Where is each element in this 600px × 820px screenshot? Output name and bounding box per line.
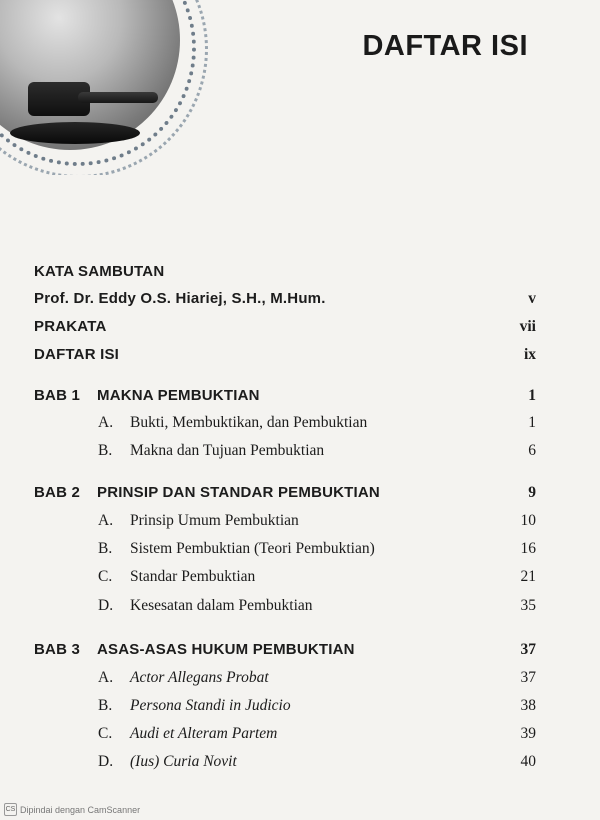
section-page: 39	[520, 725, 536, 742]
section-page: 38	[520, 697, 536, 714]
toc-entry-label: DAFTAR ISI	[34, 346, 120, 363]
chapter-title: ASAS-ASAS HUKUM PEMBUKTIAN	[97, 641, 355, 658]
section-page: 35	[520, 597, 536, 614]
chapter-page: 9	[528, 484, 536, 501]
section-letter: C.	[98, 568, 113, 585]
gavel-photo	[0, 0, 215, 175]
section-title: Standar Pembuktian	[130, 568, 256, 585]
page-title: DAFTAR ISI	[362, 30, 528, 62]
toc-entry-page: vii	[519, 318, 536, 335]
section-title: Audi et Alteram Partem	[130, 725, 278, 742]
chapter-number: BAB 2	[34, 484, 81, 501]
section-page: 6	[528, 442, 536, 459]
toc-entry-page: ix	[523, 346, 536, 363]
section-title: Kesesatan dalam Pembuktian	[130, 597, 313, 614]
section-letter: C.	[98, 725, 113, 742]
section-letter: A.	[98, 512, 114, 529]
toc-entry-label: Prof. Dr. Eddy O.S. Hiariej, S.H., M.Hum.	[34, 290, 326, 307]
section-letter: B.	[98, 697, 113, 714]
section-letter: D.	[98, 753, 114, 770]
section-title: Persona Standi in Judicio	[130, 697, 291, 714]
section-title: Sistem Pembuktian (Teori Pembuktian)	[130, 540, 375, 557]
section-title: Bukti, Membuktikan, dan Pembuktian	[130, 414, 368, 431]
scanner-text: Dipindai dengan CamScanner	[20, 804, 141, 815]
scanner-watermark	[4, 803, 140, 816]
toc-entry-label: KATA SAMBUTAN	[34, 263, 165, 280]
section-letter: A.	[98, 414, 114, 431]
section-title: Prinsip Umum Pembuktian	[130, 512, 299, 529]
chapter-page: 1	[528, 387, 536, 404]
section-page: 40	[520, 753, 536, 770]
section-letter: D.	[98, 597, 114, 614]
section-page: 1	[528, 414, 536, 431]
toc-entry-label: PRAKATA	[34, 318, 107, 335]
section-page: 37	[520, 669, 536, 686]
camscanner-logo-icon: CS	[4, 803, 17, 816]
section-title: Makna dan Tujuan Pembuktian	[130, 442, 325, 459]
chapter-title: MAKNA PEMBUKTIAN	[97, 387, 260, 404]
chapter-page: 37	[520, 641, 536, 658]
gavel-handle-icon	[78, 92, 158, 103]
chapter-title: PRINSIP DAN STANDAR PEMBUKTIAN	[97, 484, 380, 501]
section-page: 16	[520, 540, 536, 557]
toc-entry-page: v	[528, 290, 536, 307]
chapter-number: BAB 3	[34, 641, 81, 658]
gavel-block-icon	[10, 122, 140, 144]
section-title: (Ius) Curia Novit	[130, 753, 237, 770]
section-page: 21	[520, 568, 536, 585]
section-letter: A.	[98, 669, 114, 686]
section-letter: B.	[98, 540, 113, 557]
section-page: 10	[520, 512, 536, 529]
section-title: Actor Allegans Probat	[130, 669, 269, 686]
chapter-number: BAB 1	[34, 387, 81, 404]
section-letter: B.	[98, 442, 113, 459]
